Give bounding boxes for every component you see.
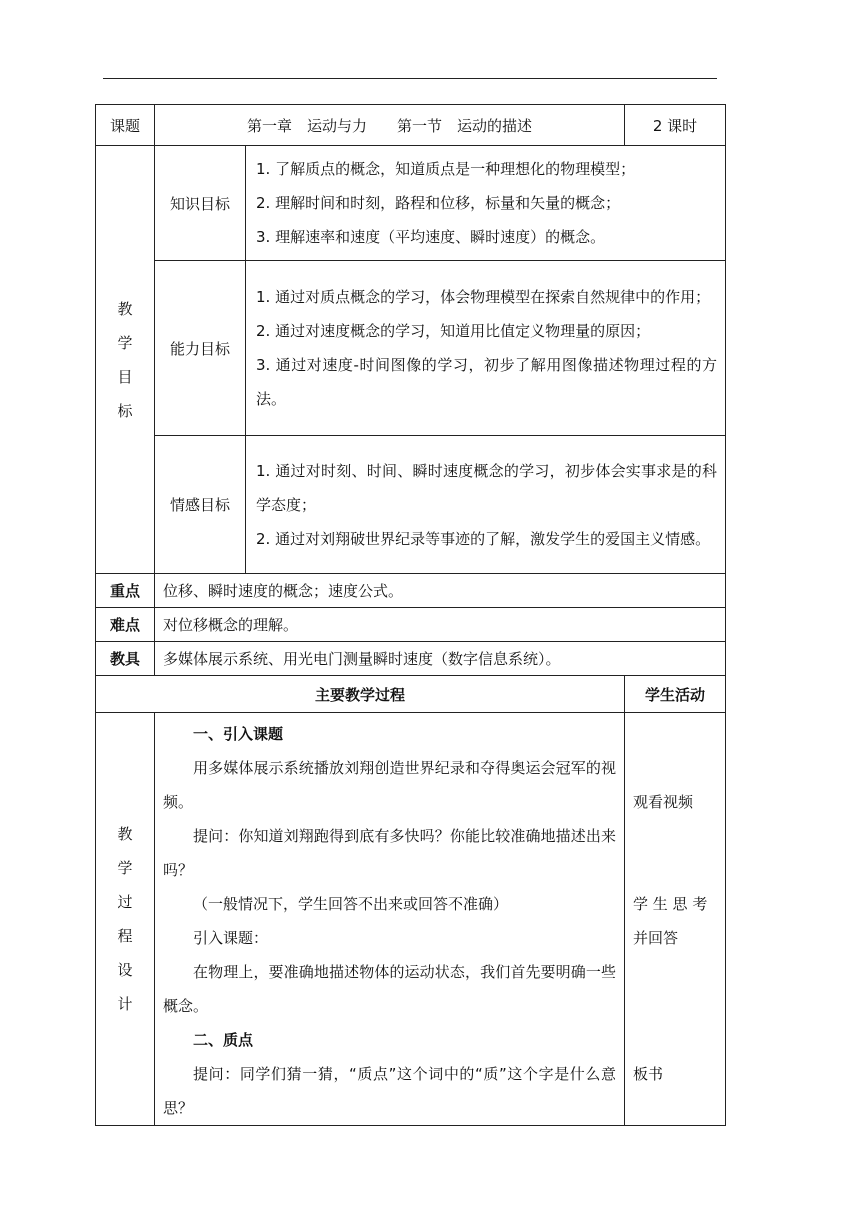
- process-paragraph: 引入课题：: [193, 929, 269, 947]
- emotion-goal-list: [246, 436, 726, 574]
- tools-label: 教具: [96, 642, 155, 676]
- ability-goal-row: [96, 261, 726, 436]
- chapter-title: 第一章 运动与力 第一节 运动的描述: [155, 105, 625, 146]
- key-point-label: 重点: [96, 574, 155, 608]
- difficulty-text: 对位移概念的理解。: [155, 608, 726, 642]
- process-group-label: 教 学 过 程 设 计: [96, 713, 155, 1126]
- goal-item: 3. 理解速率和速度（平均速度、瞬时速度）的概念。: [256, 228, 606, 246]
- tools-row: [96, 642, 726, 676]
- process-header-main: 主要教学过程: [96, 676, 625, 713]
- section-heading: 一、引入课题: [193, 725, 284, 743]
- goal-item: 1. 通过对质点概念的学习，体会物理模型在探索自然规律中的作用；: [256, 288, 711, 306]
- process-content: [155, 713, 625, 1126]
- ability-goal-label: 能力目标: [155, 261, 246, 436]
- emotion-goal-row: [96, 436, 726, 574]
- emotion-goal-label: 情感目标: [155, 436, 246, 574]
- process-paragraph: 在物理上，要准确地描述物体的运动状态，我们首先要明确一些概念。: [163, 963, 617, 1015]
- process-paragraph: （一般情况下，学生回答不出来或回答不准确）: [193, 895, 509, 913]
- difficulty-label: 难点: [96, 608, 155, 642]
- goal-item: 1. 通过对时刻、时间、瞬时速度概念的学习，初步体会实事求是的科学态度；: [256, 461, 718, 514]
- process-paragraph: 用多媒体展示系统播放刘翔创造世界纪录和夺得奥运会冠军的视频。: [163, 759, 617, 811]
- process-row: [96, 713, 726, 1126]
- class-hours: 2 课时: [625, 105, 726, 146]
- objectives-group-label: 教 学 目 标: [96, 146, 155, 574]
- student-activity-item: 学 生 思 考 并回答: [633, 895, 708, 947]
- process-header-row: [96, 676, 726, 713]
- tools-text: 多媒体展示系统、用光电门测量瞬时速度（数字信息系统）。: [155, 642, 726, 676]
- knowledge-goal-list: [246, 146, 726, 261]
- knowledge-goal-row: [96, 146, 726, 261]
- knowledge-goal-label: 知识目标: [155, 146, 246, 261]
- goal-item: 2. 通过对速度概念的学习，知道用比值定义物理量的原因；: [256, 322, 651, 340]
- lesson-plan-table: [95, 104, 726, 1126]
- header-rule: [103, 78, 717, 79]
- goal-item: 1. 了解质点的概念，知道质点是一种理想化的物理模型；: [256, 160, 636, 178]
- title-label: 课题: [96, 105, 155, 146]
- process-header-student: 学生活动: [625, 676, 726, 713]
- ability-goal-list: [246, 261, 726, 436]
- key-point-text: 位移、瞬时速度的概念；速度公式。: [155, 574, 726, 608]
- process-paragraph: 提问：同学们猜一猜，“质点”这个词中的“质”这个字是什么意思？: [163, 1065, 617, 1117]
- title-row: [96, 105, 726, 146]
- student-activity: [625, 713, 726, 1126]
- goal-item: 2. 通过对刘翔破世界纪录等事迹的了解，激发学生的爱国主义情感。: [256, 529, 711, 548]
- process-paragraph: 提问：你知道刘翔跑得到底有多快吗？你能比较准确地描述出来吗？: [163, 827, 617, 879]
- difficulty-row: [96, 608, 726, 642]
- goal-item: 3. 通过对速度-时间图像的学习，初步了解用图像描述物理过程的方法。: [256, 356, 718, 408]
- goal-item: 2. 理解时间和时刻，路程和位移，标量和矢量的概念；: [256, 194, 621, 212]
- key-point-row: [96, 574, 726, 608]
- student-activity-item: 观看视频: [633, 793, 694, 811]
- section-heading: 二、质点: [193, 1031, 254, 1049]
- student-activity-item: 板书: [633, 1065, 664, 1083]
